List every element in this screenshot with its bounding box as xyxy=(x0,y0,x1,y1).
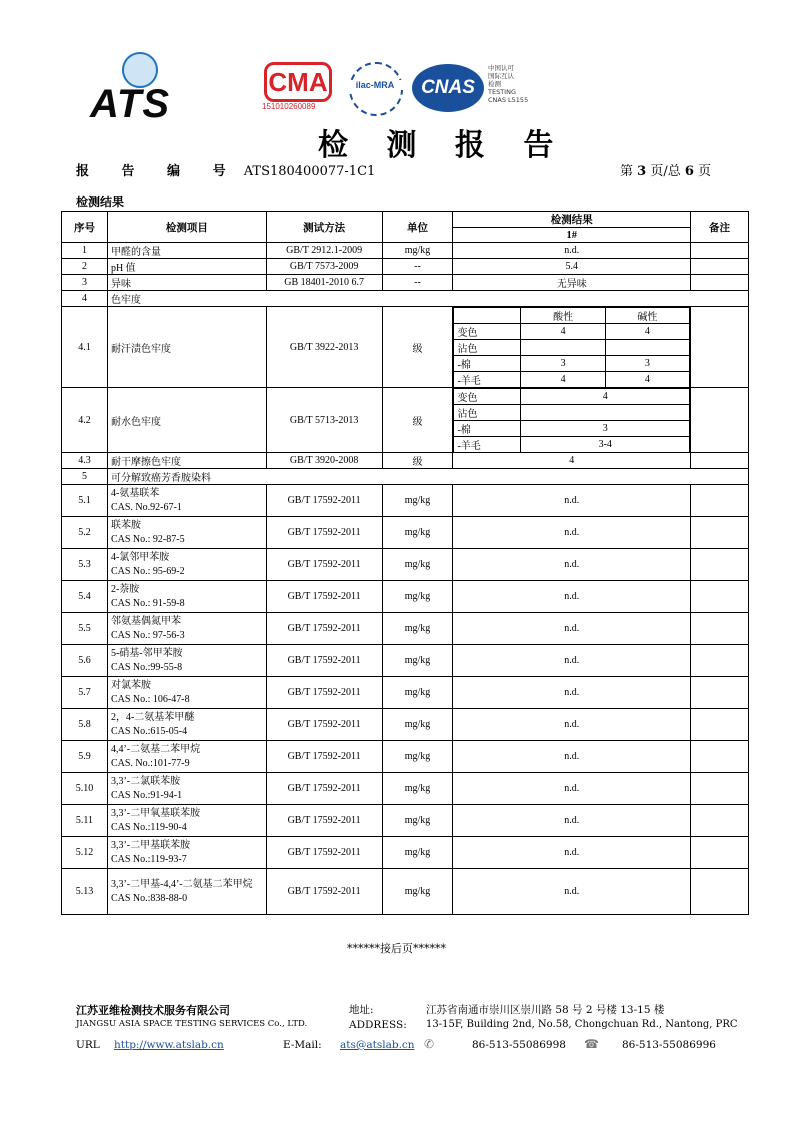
cas-number: CAS No.:119-93-7 xyxy=(110,853,187,865)
result-value: 3 xyxy=(521,421,690,437)
row-item xyxy=(107,677,266,709)
row-no: 4 xyxy=(62,291,108,307)
row-method: GB 18401-2010 6.7 xyxy=(266,275,382,291)
table-row xyxy=(62,469,749,485)
row-remark xyxy=(691,773,749,805)
cas-number: CAS No.:838-88-0 xyxy=(110,892,188,904)
row-remark xyxy=(691,259,749,275)
row-unit: mg/kg xyxy=(382,741,453,773)
result-acid: 4 xyxy=(521,372,605,388)
address-label-en: ADDRESS: xyxy=(349,1019,407,1031)
row-unit: -- xyxy=(382,259,453,275)
row-unit: mg/kg xyxy=(382,869,453,915)
row-no: 2 xyxy=(62,259,108,275)
row-result: n.d. xyxy=(453,677,691,709)
table-row xyxy=(62,549,749,581)
row-remark xyxy=(691,549,749,581)
row-item xyxy=(107,837,266,869)
table-row xyxy=(62,517,749,549)
row-result: n.d. xyxy=(453,581,691,613)
row-result: n.d. xyxy=(453,805,691,837)
row-remark xyxy=(691,517,749,549)
table-row xyxy=(62,581,749,613)
row-method: GB/T 17592-2011 xyxy=(266,645,382,677)
row-no: 1 xyxy=(62,243,108,259)
row-remark xyxy=(691,243,749,259)
row-no: 5.13 xyxy=(62,869,108,915)
result-label: -棉 xyxy=(454,421,521,437)
row-method: GB/T 17592-2011 xyxy=(266,773,382,805)
row-item xyxy=(107,613,266,645)
row-method: GB/T 17592-2011 xyxy=(266,613,382,645)
cnas-info-line: CNAS L5155 xyxy=(488,96,529,104)
row-result: n.d. xyxy=(453,549,691,581)
table-row xyxy=(62,243,749,259)
cas-number: CAS No.: 91-59-8 xyxy=(110,597,185,609)
result-label: -棉 xyxy=(454,356,521,372)
result-value: 3-4 xyxy=(521,437,690,453)
row-item xyxy=(107,709,266,741)
phone-number: 86-513-55086998 xyxy=(472,1039,566,1051)
row-unit: mg/kg xyxy=(382,709,453,741)
row-remark xyxy=(691,805,749,837)
amine-name: 3,3’-二甲氧基联苯胺 xyxy=(110,807,201,819)
row-unit: mg/kg xyxy=(382,517,453,549)
row-unit: 级 xyxy=(382,388,453,453)
table-row xyxy=(62,613,749,645)
cas-number: CAS No.:615-05-4 xyxy=(110,725,188,737)
row-method: GB/T 17592-2011 xyxy=(266,837,382,869)
row-item: 可分解致癌芳香胺染料 xyxy=(107,469,748,485)
row-method: GB/T 17592-2011 xyxy=(266,805,382,837)
row-no: 5.11 xyxy=(62,805,108,837)
row-no: 4.1 xyxy=(62,307,108,388)
address-label-cn: 地址: xyxy=(349,1004,374,1016)
report-number: ATS180400077-1C1 xyxy=(243,164,376,179)
row-no: 5.10 xyxy=(62,773,108,805)
row-item: 耐水色牢度 xyxy=(107,388,266,453)
row-remark xyxy=(691,869,749,915)
row-item xyxy=(107,805,266,837)
row-unit: mg/kg xyxy=(382,613,453,645)
table-row xyxy=(62,291,749,307)
row-remark xyxy=(691,275,749,291)
page-title: 检 测 报 告 xyxy=(318,128,568,163)
row-item xyxy=(107,869,266,915)
amine-name: 2，4-二氨基苯甲醚 xyxy=(110,711,195,723)
amine-name: 4,4’-二氨基二苯甲烷 xyxy=(110,743,201,755)
header-result: 检测结果 xyxy=(453,212,691,228)
amine-name: 4-氯邻甲苯胺 xyxy=(110,551,170,563)
row-result: 4 xyxy=(453,453,691,469)
row-method: GB/T 17592-2011 xyxy=(266,709,382,741)
website-link[interactable]: http://www.atslab.cn xyxy=(114,1039,224,1051)
row-no: 4.3 xyxy=(62,453,108,469)
row-item xyxy=(107,773,266,805)
perspiration-results xyxy=(453,307,690,387)
table-row xyxy=(62,307,749,388)
row-result: n.d. xyxy=(453,869,691,915)
ats-logo xyxy=(90,52,200,126)
row-result: n.d. xyxy=(453,485,691,517)
row-method: GB/T 7573-2009 xyxy=(266,259,382,275)
header-no: 序号 xyxy=(62,212,108,243)
cnas-info-line: 检测 xyxy=(488,80,501,88)
result-value xyxy=(521,405,690,421)
address-en: 13-15F, Building 2nd, No.58, Chongchuan Rd., Nantong, PRC xyxy=(426,1019,738,1030)
email-link[interactable]: ats@atslab.cn xyxy=(340,1039,415,1051)
cnas-logo: CNAS xyxy=(412,64,484,112)
col-acid: 酸性 xyxy=(521,308,605,324)
row-item: 异味 xyxy=(107,275,266,291)
email-label: E-Mail: xyxy=(283,1039,322,1051)
row-no: 5.1 xyxy=(62,485,108,517)
result-value: 4 xyxy=(521,389,690,405)
results-table xyxy=(61,211,749,915)
cas-number: CAS No.: 95-69-2 xyxy=(110,565,185,577)
table-row xyxy=(62,709,749,741)
row-unit: mg/kg xyxy=(382,805,453,837)
page-current: 3 xyxy=(637,164,647,179)
row-unit: mg/kg xyxy=(382,549,453,581)
cnas-info-line: 国际互认 xyxy=(488,72,514,80)
page-total: 6 xyxy=(684,164,694,179)
amine-name: 5-硝基-邻甲苯胺 xyxy=(110,647,183,659)
row-remark xyxy=(691,581,749,613)
page-suffix: 页 xyxy=(698,164,712,179)
row-unit: mg/kg xyxy=(382,243,453,259)
row-unit: 级 xyxy=(382,307,453,388)
row-item xyxy=(107,645,266,677)
amine-name: 4-氨基联苯 xyxy=(110,487,160,499)
cas-number: CAS. No.:101-77-9 xyxy=(110,757,190,769)
row-method: GB/T 5713-2013 xyxy=(266,388,382,453)
row-item: 耐汗渍色牢度 xyxy=(107,307,266,388)
cma-logo-text: CMA xyxy=(264,62,332,102)
row-unit: mg/kg xyxy=(382,581,453,613)
cas-number: CAS No.: 106-47-8 xyxy=(110,693,190,705)
row-remark xyxy=(691,677,749,709)
row-result: n.d. xyxy=(453,837,691,869)
col-alkaline: 碱性 xyxy=(605,308,689,324)
row-unit: mg/kg xyxy=(382,837,453,869)
row-no: 5.4 xyxy=(62,581,108,613)
amine-name: 3,3’-二氯联苯胺 xyxy=(110,775,181,787)
row-result: n.d. xyxy=(453,613,691,645)
table-row xyxy=(62,837,749,869)
row-item xyxy=(107,485,266,517)
report-number-line xyxy=(76,160,375,179)
header-remark: 备注 xyxy=(691,212,749,243)
result-label: 变色 xyxy=(454,324,521,340)
row-unit: mg/kg xyxy=(382,485,453,517)
row-unit: mg/kg xyxy=(382,645,453,677)
result-label: -羊毛 xyxy=(454,437,521,453)
row-unit: mg/kg xyxy=(382,773,453,805)
header-unit: 单位 xyxy=(382,212,453,243)
row-method: GB/T 2912.1-2009 xyxy=(266,243,382,259)
company-name-en: JIANGSU ASIA SPACE TESTING SERVICES Co., LTD. xyxy=(76,1019,308,1029)
row-method: GB/T 17592-2011 xyxy=(266,485,382,517)
row-no: 5.12 xyxy=(62,837,108,869)
fax-icon: ☎ xyxy=(584,1037,599,1051)
table-row xyxy=(62,453,749,469)
row-unit: 级 xyxy=(382,453,453,469)
row-remark xyxy=(691,613,749,645)
cas-number: CAS No.: 97-56-3 xyxy=(110,629,185,641)
cma-number: 151010260089 xyxy=(262,102,316,111)
url-label: URL xyxy=(76,1039,100,1051)
row-result: 无异味 xyxy=(453,275,691,291)
result-acid: 4 xyxy=(521,324,605,340)
page-prefix: 第 xyxy=(620,164,634,179)
row-remark xyxy=(691,837,749,869)
report-number-label: 报 告 编 号 xyxy=(76,164,240,179)
row-result: n.d. xyxy=(453,645,691,677)
ilac-logo xyxy=(345,62,405,118)
amine-name: 3,3’-二甲基-4,4’-二氨基二苯甲烷 xyxy=(110,878,253,890)
row-method: GB/T 17592-2011 xyxy=(266,677,382,709)
row-method: GB/T 17592-2011 xyxy=(266,741,382,773)
table-row xyxy=(62,869,749,915)
row-result: n.d. xyxy=(453,741,691,773)
phone-icon: ✆ xyxy=(424,1037,435,1051)
row-method: GB/T 3920-2008 xyxy=(266,453,382,469)
cas-number: CAS No.:119-90-4 xyxy=(110,821,187,833)
row-remark xyxy=(691,709,749,741)
continued-note: ******接后页****** xyxy=(347,942,446,955)
row-item xyxy=(107,741,266,773)
row-item: 耐干摩擦色牢度 xyxy=(107,453,266,469)
amine-name: 3,3’-二甲基联苯胺 xyxy=(110,839,191,851)
section-title: 检测结果 xyxy=(76,195,125,209)
page-indicator xyxy=(620,160,711,179)
row-remark xyxy=(691,741,749,773)
row-no: 5 xyxy=(62,469,108,485)
row-result: n.d. xyxy=(453,243,691,259)
address-cn: 江苏省南通市崇川区崇川路 58 号 2 号楼 13-15 楼 xyxy=(426,1004,665,1016)
result-label: 变色 xyxy=(454,389,521,405)
row-result: n.d. xyxy=(453,709,691,741)
result-alkaline xyxy=(605,340,689,356)
cma-logo xyxy=(262,62,332,116)
table-row xyxy=(62,388,749,453)
result-acid xyxy=(521,340,605,356)
table-row xyxy=(62,677,749,709)
row-no: 3 xyxy=(62,275,108,291)
row-item xyxy=(107,549,266,581)
row-item xyxy=(107,517,266,549)
fax-number: 86-513-55086996 xyxy=(622,1039,716,1051)
row-no: 5.6 xyxy=(62,645,108,677)
amine-name: 邻氨基偶氮甲苯 xyxy=(110,615,181,627)
table-row xyxy=(62,645,749,677)
result-acid: 3 xyxy=(521,356,605,372)
ilac-logo-text: ilac-MRA xyxy=(345,80,405,90)
cas-number: CAS No.: 92-87-5 xyxy=(110,533,185,545)
result-label: -羊毛 xyxy=(454,372,521,388)
water-results xyxy=(453,388,690,452)
table-row xyxy=(62,259,749,275)
table-row xyxy=(62,485,749,517)
ats-logo-text: ATS xyxy=(90,82,171,126)
cas-number: CAS No.:91-94-1 xyxy=(110,789,183,801)
result-alkaline: 3 xyxy=(605,356,689,372)
table-row xyxy=(62,741,749,773)
result-alkaline: 4 xyxy=(605,324,689,340)
row-method: GB/T 17592-2011 xyxy=(266,581,382,613)
table-row xyxy=(62,773,749,805)
row-method: GB/T 17592-2011 xyxy=(266,549,382,581)
header-sample: 1# xyxy=(453,228,691,243)
row-remark xyxy=(691,645,749,677)
row-no: 5.8 xyxy=(62,709,108,741)
row-unit: -- xyxy=(382,275,453,291)
row-remark xyxy=(691,485,749,517)
cnas-info-line: 中国认可 xyxy=(488,64,514,72)
row-no: 4.2 xyxy=(62,388,108,453)
row-unit: mg/kg xyxy=(382,677,453,709)
amine-name: 联苯胺 xyxy=(110,519,141,531)
row-item: 色牢度 xyxy=(107,291,748,307)
table-row xyxy=(62,805,749,837)
cnas-info-line: TESTING xyxy=(488,88,516,96)
row-item: pH 值 xyxy=(107,259,266,275)
row-no: 5.3 xyxy=(62,549,108,581)
result-label: 沾色 xyxy=(454,340,521,356)
result-alkaline: 4 xyxy=(605,372,689,388)
row-no: 5.2 xyxy=(62,517,108,549)
row-no: 5.9 xyxy=(62,741,108,773)
table-row xyxy=(62,275,749,291)
amine-name: 2-萘胺 xyxy=(110,583,140,595)
row-item xyxy=(107,581,266,613)
amine-name: 对氯苯胺 xyxy=(110,679,151,691)
row-no: 5.7 xyxy=(62,677,108,709)
row-method: GB/T 17592-2011 xyxy=(266,517,382,549)
cnas-info xyxy=(488,64,528,104)
row-item: 甲醛的含量 xyxy=(107,243,266,259)
row-result: 5.4 xyxy=(453,259,691,275)
row-no: 5.5 xyxy=(62,613,108,645)
header-item: 检测项目 xyxy=(107,212,266,243)
row-result: n.d. xyxy=(453,773,691,805)
page-mid: 页/总 xyxy=(650,164,681,179)
row-result: n.d. xyxy=(453,517,691,549)
header-method: 测试方法 xyxy=(266,212,382,243)
cas-number: CAS No.:99-55-8 xyxy=(110,661,183,673)
row-method: GB/T 17592-2011 xyxy=(266,869,382,915)
result-label: 沾色 xyxy=(454,405,521,421)
row-method: GB/T 3922-2013 xyxy=(266,307,382,388)
cas-number: CAS. No.92-67-1 xyxy=(110,501,182,513)
company-name-cn: 江苏亚维检测技术服务有限公司 xyxy=(76,1004,230,1017)
